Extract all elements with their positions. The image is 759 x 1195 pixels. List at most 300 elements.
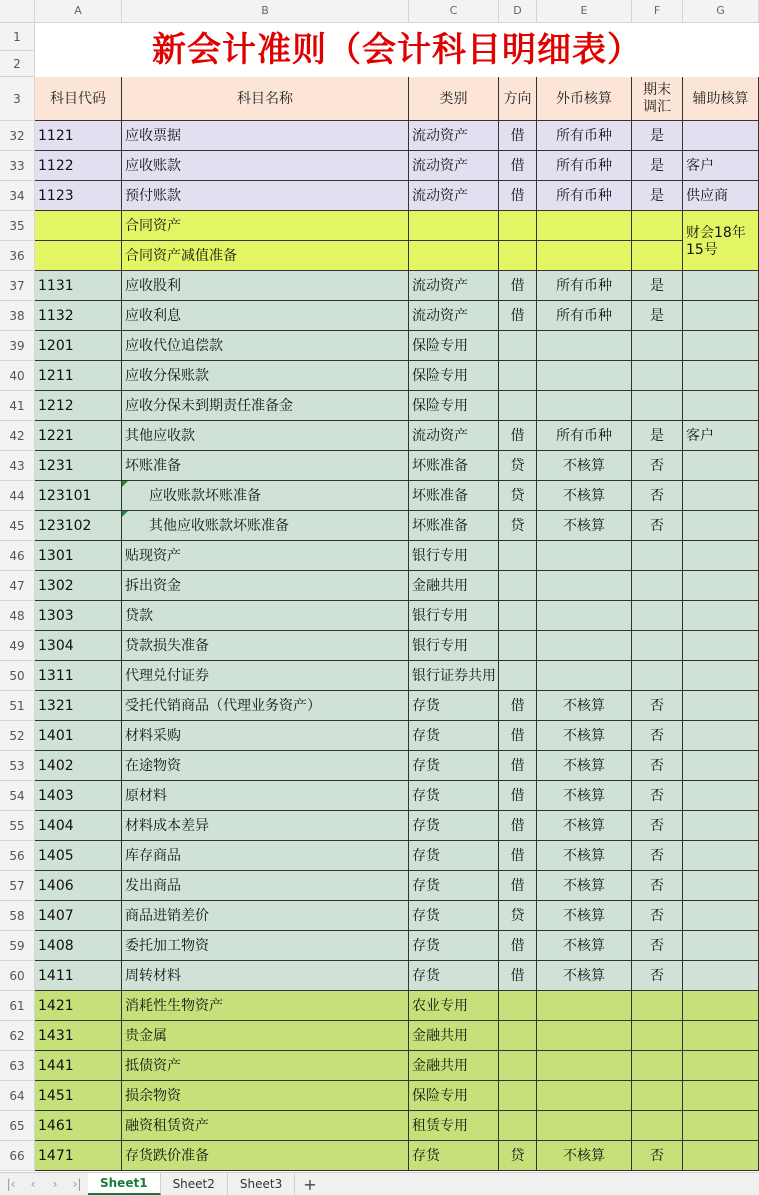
cell-fx[interactable] [537, 991, 632, 1021]
cell-adj[interactable] [632, 661, 683, 691]
cell-cat[interactable]: 流动资产 [409, 121, 499, 151]
cell-code[interactable]: 1211 [35, 361, 122, 391]
cell-code[interactable]: 1221 [35, 421, 122, 451]
cell-aux[interactable] [683, 1111, 759, 1141]
table-header-cell[interactable]: 期末调汇 [632, 77, 683, 121]
cell-name[interactable]: 应收代位追偿款 [122, 331, 409, 361]
cell-dir[interactable]: 借 [499, 301, 537, 331]
cell-name[interactable]: 商品进销差价 [122, 901, 409, 931]
cell-cat[interactable] [409, 241, 499, 271]
cell-adj[interactable] [632, 331, 683, 361]
cell-fx[interactable] [537, 661, 632, 691]
cell-cat[interactable]: 银行专用 [409, 631, 499, 661]
cell-name[interactable]: 贷款损失准备 [122, 631, 409, 661]
cell-cat[interactable]: 流动资产 [409, 151, 499, 181]
cell-aux[interactable]: 供应商 [683, 181, 759, 211]
cell-code[interactable]: 1121 [35, 121, 122, 151]
cell-adj[interactable]: 否 [632, 901, 683, 931]
cell-name[interactable]: 受托代销商品（代理业务资产） [122, 691, 409, 721]
cell-adj[interactable]: 否 [632, 481, 683, 511]
row-header[interactable]: 56 [0, 841, 35, 871]
cell-code[interactable]: 1441 [35, 1051, 122, 1081]
cell-fx[interactable] [537, 361, 632, 391]
cell-adj[interactable] [632, 541, 683, 571]
cell-dir[interactable]: 借 [499, 871, 537, 901]
cell-adj[interactable] [632, 211, 683, 241]
cell-aux[interactable] [683, 841, 759, 871]
cell-code[interactable]: 1311 [35, 661, 122, 691]
cell-cat[interactable]: 金融共用 [409, 571, 499, 601]
cell-aux[interactable] [683, 871, 759, 901]
cell-dir[interactable] [499, 331, 537, 361]
cell-dir[interactable]: 借 [499, 721, 537, 751]
cell-fx[interactable]: 不核算 [537, 1141, 632, 1171]
cell-adj[interactable]: 是 [632, 151, 683, 181]
cell-dir[interactable]: 借 [499, 181, 537, 211]
cell-aux[interactable] [683, 961, 759, 991]
cell-cat[interactable]: 流动资产 [409, 421, 499, 451]
cell-fx[interactable]: 不核算 [537, 721, 632, 751]
cell-code[interactable]: 1123 [35, 181, 122, 211]
cell-fx[interactable]: 所有币种 [537, 181, 632, 211]
cell-cat[interactable]: 存货 [409, 781, 499, 811]
row-header[interactable]: 41 [0, 391, 35, 421]
cell-name[interactable]: 合同资产减值准备 [122, 241, 409, 271]
prev-sheet-icon[interactable]: ‹ [30, 1177, 36, 1191]
column-header-a[interactable]: A [35, 0, 122, 23]
cell-name[interactable]: 坏账准备 [122, 451, 409, 481]
cell-dir[interactable]: 借 [499, 931, 537, 961]
cell-aux[interactable] [683, 1141, 759, 1171]
cell-code[interactable]: 1132 [35, 301, 122, 331]
cell-dir[interactable]: 贷 [499, 511, 537, 541]
table-header-cell[interactable]: 类别 [409, 77, 499, 121]
cell-cat[interactable]: 租赁专用 [409, 1111, 499, 1141]
row-header[interactable]: 65 [0, 1111, 35, 1141]
cell-name[interactable]: 预付账款 [122, 181, 409, 211]
cell-cat[interactable]: 保险专用 [409, 1081, 499, 1111]
cell-dir[interactable]: 借 [499, 271, 537, 301]
cell-adj[interactable]: 否 [632, 871, 683, 901]
row-header[interactable]: 46 [0, 541, 35, 571]
cell-adj[interactable]: 否 [632, 961, 683, 991]
cell-fx[interactable] [537, 331, 632, 361]
cell-fx[interactable]: 所有币种 [537, 421, 632, 451]
cell-aux[interactable] [683, 931, 759, 961]
column-header-b[interactable]: B [122, 0, 409, 23]
merged-note-cell[interactable]: 财会18年15号 [683, 211, 759, 271]
cell-cat[interactable]: 金融共用 [409, 1021, 499, 1051]
cell-cat[interactable]: 存货 [409, 901, 499, 931]
cell-code[interactable]: 1302 [35, 571, 122, 601]
row-header[interactable]: 52 [0, 721, 35, 751]
cell-dir[interactable] [499, 1051, 537, 1081]
cell-dir[interactable] [499, 211, 537, 241]
cell-cat[interactable]: 存货 [409, 811, 499, 841]
row-header[interactable]: 54 [0, 781, 35, 811]
cell-cat[interactable]: 农业专用 [409, 991, 499, 1021]
cell-adj[interactable]: 是 [632, 121, 683, 151]
cell-fx[interactable]: 不核算 [537, 691, 632, 721]
cell-dir[interactable] [499, 1111, 537, 1141]
cell-aux[interactable] [683, 361, 759, 391]
cell-adj[interactable] [632, 1111, 683, 1141]
cell-fx[interactable]: 不核算 [537, 451, 632, 481]
cell-aux[interactable]: 客户 [683, 421, 759, 451]
cell-fx[interactable]: 不核算 [537, 841, 632, 871]
row-header[interactable]: 59 [0, 931, 35, 961]
cell-aux[interactable] [683, 541, 759, 571]
cell-adj[interactable]: 否 [632, 931, 683, 961]
row-header[interactable]: 61 [0, 991, 35, 1021]
first-sheet-icon[interactable]: |‹ [6, 1177, 16, 1191]
cell-adj[interactable]: 是 [632, 301, 683, 331]
cell-code[interactable]: 1421 [35, 991, 122, 1021]
cell-name[interactable]: 贵金属 [122, 1021, 409, 1051]
table-header-cell[interactable]: 科目代码 [35, 77, 122, 121]
row-header[interactable]: 36 [0, 241, 35, 271]
cell-cat[interactable]: 存货 [409, 721, 499, 751]
row-header[interactable]: 37 [0, 271, 35, 301]
cell-code[interactable]: 1131 [35, 271, 122, 301]
cell-cat[interactable]: 保险专用 [409, 361, 499, 391]
add-sheet-icon[interactable]: + [303, 1174, 317, 1194]
row-header[interactable]: 50 [0, 661, 35, 691]
cell-dir[interactable]: 借 [499, 781, 537, 811]
cell-adj[interactable] [632, 571, 683, 601]
cell-fx[interactable] [537, 541, 632, 571]
cell-fx[interactable] [537, 1051, 632, 1081]
cell-adj[interactable] [632, 391, 683, 421]
cell-code[interactable]: 1212 [35, 391, 122, 421]
cell-dir[interactable]: 借 [499, 121, 537, 151]
cell-adj[interactable]: 否 [632, 511, 683, 541]
cell-name[interactable]: 损余物资 [122, 1081, 409, 1111]
cell-name[interactable]: 应收股利 [122, 271, 409, 301]
sheet-tab-1[interactable]: Sheet1 [88, 1173, 161, 1195]
cell-fx[interactable]: 不核算 [537, 901, 632, 931]
sheet-title[interactable]: 新会计准则（会计科目明细表） [35, 23, 759, 77]
cell-adj[interactable] [632, 361, 683, 391]
row-header-2[interactable]: 2 [0, 51, 35, 77]
cell-adj[interactable] [632, 241, 683, 271]
cell-adj[interactable] [632, 601, 683, 631]
cell-aux[interactable] [683, 571, 759, 601]
cell-dir[interactable]: 借 [499, 151, 537, 181]
cell-name[interactable]: 周转材料 [122, 961, 409, 991]
cell-code[interactable]: 1461 [35, 1111, 122, 1141]
cell-name[interactable]: 应收账款坏账准备 [122, 481, 409, 511]
cell-cat[interactable]: 保险专用 [409, 331, 499, 361]
cell-dir[interactable] [499, 601, 537, 631]
cell-aux[interactable] [683, 781, 759, 811]
cell-code[interactable]: 1401 [35, 721, 122, 751]
cell-name[interactable]: 其他应收账款坏账准备 [122, 511, 409, 541]
sheet-tab-2[interactable]: Sheet2 [161, 1173, 228, 1195]
cell-cat[interactable]: 流动资产 [409, 271, 499, 301]
cell-name[interactable]: 其他应收款 [122, 421, 409, 451]
cell-aux[interactable] [683, 901, 759, 931]
cell-name[interactable]: 应收票据 [122, 121, 409, 151]
column-header-f[interactable]: F [632, 0, 683, 23]
cell-aux[interactable] [683, 721, 759, 751]
row-header[interactable]: 47 [0, 571, 35, 601]
cell-code[interactable] [35, 211, 122, 241]
cell-aux[interactable] [683, 1051, 759, 1081]
cell-fx[interactable] [537, 241, 632, 271]
cell-dir[interactable] [499, 661, 537, 691]
cell-fx[interactable]: 所有币种 [537, 271, 632, 301]
cell-cat[interactable]: 金融共用 [409, 1051, 499, 1081]
cell-cat[interactable]: 银行证券共用 [409, 661, 499, 691]
row-header[interactable]: 32 [0, 121, 35, 151]
cell-fx[interactable]: 不核算 [537, 751, 632, 781]
cell-name[interactable]: 应收账款 [122, 151, 409, 181]
row-header[interactable]: 62 [0, 1021, 35, 1051]
cell-adj[interactable]: 否 [632, 781, 683, 811]
row-header[interactable]: 39 [0, 331, 35, 361]
cell-code[interactable]: 1451 [35, 1081, 122, 1111]
cell-code[interactable] [35, 241, 122, 271]
cell-cat[interactable]: 存货 [409, 1141, 499, 1171]
cell-code[interactable]: 1122 [35, 151, 122, 181]
cell-name[interactable]: 库存商品 [122, 841, 409, 871]
cell-fx[interactable]: 所有币种 [537, 121, 632, 151]
cell-fx[interactable]: 不核算 [537, 871, 632, 901]
cell-fx[interactable] [537, 1081, 632, 1111]
cell-adj[interactable]: 否 [632, 1141, 683, 1171]
row-header-1[interactable]: 1 [0, 23, 35, 51]
cell-adj[interactable] [632, 1021, 683, 1051]
cell-name[interactable]: 在途物资 [122, 751, 409, 781]
cell-name[interactable]: 存货跌价准备 [122, 1141, 409, 1171]
row-header[interactable]: 58 [0, 901, 35, 931]
cell-code[interactable]: 1402 [35, 751, 122, 781]
column-header-d[interactable]: D [499, 0, 537, 23]
cell-aux[interactable] [683, 1081, 759, 1111]
cell-dir[interactable]: 贷 [499, 901, 537, 931]
cell-cat[interactable]: 存货 [409, 931, 499, 961]
cell-code[interactable]: 1301 [35, 541, 122, 571]
cell-code[interactable]: 1408 [35, 931, 122, 961]
cell-adj[interactable]: 否 [632, 691, 683, 721]
cell-dir[interactable]: 贷 [499, 451, 537, 481]
table-header-cell[interactable]: 科目名称 [122, 77, 409, 121]
cell-name[interactable]: 代理兑付证券 [122, 661, 409, 691]
cell-dir[interactable] [499, 391, 537, 421]
cell-aux[interactable] [683, 661, 759, 691]
cell-cat[interactable]: 存货 [409, 691, 499, 721]
row-header[interactable]: 44 [0, 481, 35, 511]
cell-code[interactable]: 1303 [35, 601, 122, 631]
row-header[interactable]: 42 [0, 421, 35, 451]
cell-fx[interactable]: 不核算 [537, 481, 632, 511]
cell-name[interactable]: 融资租赁资产 [122, 1111, 409, 1141]
select-all-corner[interactable] [0, 0, 35, 23]
cell-dir[interactable]: 借 [499, 751, 537, 781]
cell-dir[interactable] [499, 241, 537, 271]
column-header-g[interactable]: G [683, 0, 759, 23]
cell-cat[interactable]: 存货 [409, 961, 499, 991]
cell-aux[interactable]: 客户 [683, 151, 759, 181]
cell-aux[interactable] [683, 601, 759, 631]
cell-fx[interactable]: 不核算 [537, 781, 632, 811]
cell-adj[interactable]: 否 [632, 811, 683, 841]
cell-adj[interactable]: 是 [632, 271, 683, 301]
cell-name[interactable]: 原材料 [122, 781, 409, 811]
next-sheet-icon[interactable]: › [52, 1177, 58, 1191]
cell-cat[interactable]: 保险专用 [409, 391, 499, 421]
cell-cat[interactable]: 流动资产 [409, 181, 499, 211]
row-header[interactable]: 53 [0, 751, 35, 781]
row-header[interactable]: 55 [0, 811, 35, 841]
cell-aux[interactable] [683, 1021, 759, 1051]
cell-adj[interactable] [632, 631, 683, 661]
row-header[interactable]: 35 [0, 211, 35, 241]
row-header[interactable]: 57 [0, 871, 35, 901]
cell-name[interactable]: 应收分保未到期责任准备金 [122, 391, 409, 421]
cell-aux[interactable] [683, 481, 759, 511]
cell-fx[interactable] [537, 391, 632, 421]
table-header-cell[interactable]: 外币核算 [537, 77, 632, 121]
cell-name[interactable]: 贷款 [122, 601, 409, 631]
cell-dir[interactable]: 借 [499, 841, 537, 871]
cell-name[interactable]: 贴现资产 [122, 541, 409, 571]
cell-fx[interactable]: 所有币种 [537, 151, 632, 181]
cell-cat[interactable]: 流动资产 [409, 301, 499, 331]
cell-name[interactable]: 应收分保账款 [122, 361, 409, 391]
cell-dir[interactable]: 借 [499, 691, 537, 721]
last-sheet-icon[interactable]: ›| [72, 1177, 82, 1191]
cell-name[interactable]: 材料成本差异 [122, 811, 409, 841]
row-header[interactable]: 43 [0, 451, 35, 481]
cell-adj[interactable] [632, 1051, 683, 1081]
cell-name[interactable]: 消耗性生物资产 [122, 991, 409, 1021]
cell-fx[interactable] [537, 571, 632, 601]
cell-aux[interactable] [683, 331, 759, 361]
cell-dir[interactable]: 借 [499, 811, 537, 841]
sheet-tab-3[interactable]: Sheet3 [228, 1173, 295, 1195]
cell-code[interactable]: 1405 [35, 841, 122, 871]
cell-adj[interactable]: 是 [632, 181, 683, 211]
row-header[interactable]: 34 [0, 181, 35, 211]
cell-fx[interactable]: 所有币种 [537, 301, 632, 331]
cell-fx[interactable] [537, 601, 632, 631]
row-header[interactable]: 64 [0, 1081, 35, 1111]
row-header[interactable]: 51 [0, 691, 35, 721]
cell-adj[interactable]: 否 [632, 451, 683, 481]
cell-fx[interactable] [537, 211, 632, 241]
row-header-3[interactable]: 3 [0, 77, 35, 121]
cell-fx[interactable]: 不核算 [537, 931, 632, 961]
cell-name[interactable]: 抵债资产 [122, 1051, 409, 1081]
cell-adj[interactable]: 否 [632, 721, 683, 751]
cell-cat[interactable]: 银行专用 [409, 541, 499, 571]
cell-code[interactable]: 1471 [35, 1141, 122, 1171]
cell-dir[interactable] [499, 571, 537, 601]
cell-code[interactable]: 1411 [35, 961, 122, 991]
row-header[interactable]: 45 [0, 511, 35, 541]
cell-code[interactable]: 1231 [35, 451, 122, 481]
cell-code[interactable]: 123102 [35, 511, 122, 541]
cell-fx[interactable]: 不核算 [537, 811, 632, 841]
row-header[interactable]: 66 [0, 1141, 35, 1171]
cell-adj[interactable]: 否 [632, 841, 683, 871]
cell-cat[interactable] [409, 211, 499, 241]
cell-dir[interactable] [499, 541, 537, 571]
column-header-e[interactable]: E [537, 0, 632, 23]
cell-cat[interactable]: 银行专用 [409, 601, 499, 631]
cell-code[interactable]: 123101 [35, 481, 122, 511]
row-header[interactable]: 33 [0, 151, 35, 181]
table-header-cell[interactable]: 辅助核算 [683, 77, 759, 121]
cell-dir[interactable]: 贷 [499, 1141, 537, 1171]
table-header-cell[interactable]: 方向 [499, 77, 537, 121]
cell-name[interactable]: 发出商品 [122, 871, 409, 901]
cell-aux[interactable] [683, 751, 759, 781]
cell-aux[interactable] [683, 811, 759, 841]
cell-dir[interactable] [499, 361, 537, 391]
cell-cat[interactable]: 存货 [409, 841, 499, 871]
cell-fx[interactable] [537, 631, 632, 661]
cell-dir[interactable] [499, 1021, 537, 1051]
cell-name[interactable]: 材料采购 [122, 721, 409, 751]
cell-fx[interactable] [537, 1111, 632, 1141]
cell-code[interactable]: 1406 [35, 871, 122, 901]
cell-dir[interactable] [499, 1081, 537, 1111]
cell-aux[interactable] [683, 271, 759, 301]
cell-code[interactable]: 1407 [35, 901, 122, 931]
cell-dir[interactable] [499, 631, 537, 661]
cell-fx[interactable]: 不核算 [537, 511, 632, 541]
cell-adj[interactable]: 是 [632, 421, 683, 451]
cell-code[interactable]: 1201 [35, 331, 122, 361]
cell-name[interactable]: 拆出资金 [122, 571, 409, 601]
cell-code[interactable]: 1304 [35, 631, 122, 661]
row-header[interactable]: 40 [0, 361, 35, 391]
cell-aux[interactable] [683, 301, 759, 331]
column-header-c[interactable]: C [409, 0, 499, 23]
cell-code[interactable]: 1321 [35, 691, 122, 721]
cell-aux[interactable] [683, 391, 759, 421]
row-header[interactable]: 48 [0, 601, 35, 631]
cell-name[interactable]: 合同资产 [122, 211, 409, 241]
cell-name[interactable]: 委托加工物资 [122, 931, 409, 961]
cell-aux[interactable] [683, 451, 759, 481]
cell-fx[interactable] [537, 1021, 632, 1051]
cell-aux[interactable] [683, 991, 759, 1021]
cell-code[interactable]: 1403 [35, 781, 122, 811]
row-header[interactable]: 63 [0, 1051, 35, 1081]
cell-adj[interactable] [632, 1081, 683, 1111]
cell-aux[interactable] [683, 121, 759, 151]
cell-dir[interactable]: 借 [499, 961, 537, 991]
cell-dir[interactable]: 借 [499, 421, 537, 451]
cell-dir[interactable]: 贷 [499, 481, 537, 511]
cell-aux[interactable] [683, 691, 759, 721]
cell-aux[interactable] [683, 631, 759, 661]
cell-code[interactable]: 1404 [35, 811, 122, 841]
cell-cat[interactable]: 坏账准备 [409, 451, 499, 481]
cell-aux[interactable] [683, 511, 759, 541]
row-header[interactable]: 60 [0, 961, 35, 991]
cell-cat[interactable]: 坏账准备 [409, 511, 499, 541]
row-header[interactable]: 49 [0, 631, 35, 661]
row-header[interactable]: 38 [0, 301, 35, 331]
cell-adj[interactable]: 否 [632, 751, 683, 781]
cell-fx[interactable]: 不核算 [537, 961, 632, 991]
cell-name[interactable]: 应收利息 [122, 301, 409, 331]
